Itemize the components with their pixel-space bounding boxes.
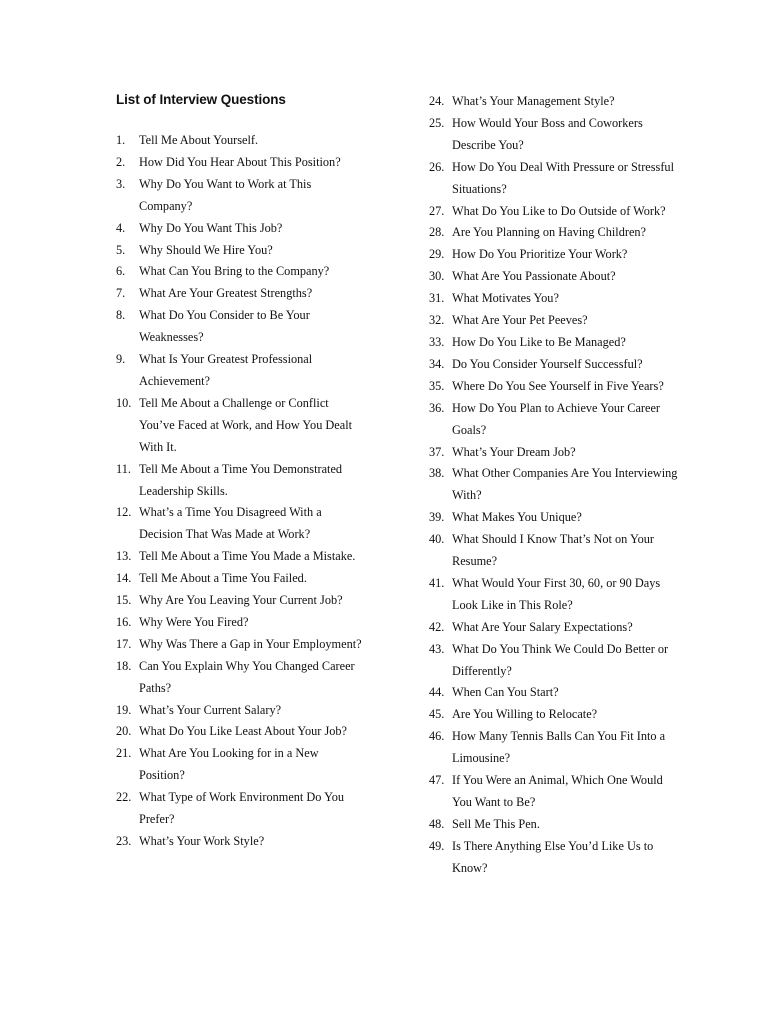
item-number: 41.: [429, 575, 445, 590]
item-number: 39.: [429, 510, 445, 525]
item-text: Why Were You Fired?: [139, 614, 249, 629]
item-number: 46.: [429, 729, 445, 744]
item-text: What’s Your Management Style?: [452, 94, 615, 108]
list-item: [429, 244, 679, 266]
item-text: Are You Willing to Relocate?: [452, 707, 598, 722]
item-number: 29.: [429, 247, 445, 262]
list-item: [116, 305, 366, 349]
list-item: [116, 590, 366, 612]
list-item: [429, 201, 679, 223]
item-text: What Are Your Salary Expectations?: [452, 619, 633, 634]
list-item: [116, 240, 366, 262]
list-item: [116, 174, 366, 218]
item-number: 44.: [429, 685, 445, 700]
item-number: 42.: [429, 619, 445, 634]
item-text: What Can You Bring to the Company?: [139, 264, 330, 279]
item-text: Tell Me About Yourself.: [139, 133, 259, 147]
item-text: What Do You Like to Do Outside of Work?: [452, 203, 666, 218]
list-item: [429, 266, 679, 288]
list-item: [429, 617, 679, 639]
item-text: How Do You Deal With Pressure or Stressful Situations?: [452, 159, 674, 196]
list-item: [429, 507, 679, 529]
item-text: What Are Your Greatest Strengths?: [139, 286, 313, 301]
item-number: 3.: [116, 176, 126, 191]
item-number: 22.: [116, 790, 132, 805]
list-item: [116, 261, 366, 283]
item-number: 48.: [429, 816, 445, 831]
item-number: 4.: [116, 220, 126, 235]
item-number: 15.: [116, 593, 132, 608]
item-number: 40.: [429, 532, 445, 547]
item-text: What Do You Consider to Be Your Weaknesses?: [139, 308, 310, 345]
item-text: Why Do You Want This Job?: [139, 220, 283, 235]
list-item: [116, 502, 366, 546]
item-text: Why Should We Hire You?: [139, 242, 273, 257]
item-text: How Do You Plan to Achieve Your Career Goals?: [452, 400, 661, 437]
item-number: 34.: [429, 356, 445, 371]
item-text: What Is Your Greatest Professional Achievement?: [139, 352, 313, 388]
item-number: 23.: [116, 834, 132, 848]
item-text: Can You Explain Why You Changed Career Paths?: [139, 658, 355, 695]
list-item: [429, 157, 679, 201]
item-number: 20.: [116, 724, 132, 739]
list-item: [429, 222, 679, 244]
list-item: [116, 743, 366, 787]
list-item: [116, 831, 366, 853]
item-number: 10.: [116, 395, 132, 410]
item-number: 14.: [116, 571, 132, 586]
item-number: 31.: [429, 291, 445, 306]
list-item: [116, 130, 366, 152]
item-text: Is There Anything Else You’d Like Us to Know?: [452, 838, 654, 875]
item-number: 24.: [429, 94, 445, 108]
list-item: [429, 682, 679, 704]
list-item: [429, 113, 679, 157]
item-text: Why Do You Want to Work at This Company?: [139, 176, 312, 213]
item-text: Why Was There a Gap in Your Employment?: [139, 636, 362, 651]
list-item: [429, 463, 679, 507]
item-number: 8.: [116, 308, 126, 323]
item-number: 49.: [429, 838, 445, 853]
item-text: What’s Your Current Salary?: [139, 702, 282, 717]
list-item: [429, 726, 679, 770]
item-number: 33.: [429, 334, 445, 349]
list-item: [429, 310, 679, 332]
list-item: [429, 442, 679, 464]
item-number: 19.: [116, 702, 132, 717]
list-item: [116, 700, 366, 722]
item-text: Where Do You See Yourself in Five Years?: [452, 378, 664, 393]
item-number: 28.: [429, 225, 445, 240]
item-number: 9.: [116, 352, 126, 367]
item-text: Tell Me About a Time You Failed.: [139, 571, 307, 586]
question-list-left: [116, 130, 366, 853]
list-item: [429, 288, 679, 310]
item-number: 1.: [116, 133, 126, 147]
list-item: [429, 639, 679, 683]
item-text: Do You Consider Yourself Successful?: [452, 356, 643, 371]
item-text: What Would Your First 30, 60, or 90 Days Look Like in This Role?: [452, 575, 661, 612]
list-item: [429, 770, 679, 814]
list-item: [429, 354, 679, 376]
list-item: [116, 612, 366, 634]
item-text: How Did You Hear About This Position?: [139, 154, 341, 169]
item-text: Sell Me This Pen.: [452, 816, 540, 831]
item-number: 7.: [116, 286, 126, 301]
item-text: What Are You Passionate About?: [452, 269, 616, 284]
item-text: What Are You Looking for in a New Position?: [139, 746, 319, 783]
item-text: What Do You Like Least About Your Job?: [139, 724, 348, 739]
item-text: Tell Me About a Time You Demonstrated Leadership Skills.: [139, 461, 343, 498]
item-text: What Other Companies Are You Interviewing With?: [452, 466, 678, 503]
list-item: [429, 836, 679, 880]
list-item: [116, 546, 366, 568]
list-item: [116, 787, 366, 831]
question-list-right: [429, 91, 679, 880]
list-item: [116, 152, 366, 174]
item-number: 11.: [116, 461, 131, 476]
item-text: Tell Me About a Time You Made a Mistake.: [139, 549, 356, 564]
item-number: 25.: [429, 115, 445, 130]
item-text: How Do You Like to Be Managed?: [452, 334, 626, 349]
list-item: [116, 349, 366, 393]
item-text: What Should I Know That’s Not on Your Resume?: [452, 532, 654, 569]
list-item: [429, 398, 679, 442]
list-item: [116, 393, 366, 459]
item-text: When Can You Start?: [452, 685, 559, 700]
item-number: 27.: [429, 203, 445, 218]
list-item: [429, 704, 679, 726]
item-text: What’s Your Dream Job?: [452, 444, 576, 459]
item-text: If You Were an Animal, Which One Would You Want to Be?: [452, 773, 663, 809]
item-text: What Are Your Pet Peeves?: [452, 313, 588, 328]
document-title: List of Interview Questions: [116, 92, 286, 107]
item-number: 30.: [429, 269, 445, 284]
item-text: What Motivates You?: [452, 291, 559, 306]
list-item: [429, 332, 679, 354]
item-number: 5.: [116, 242, 126, 257]
item-number: 47.: [429, 773, 445, 788]
list-item: [116, 218, 366, 240]
item-text: What’s a Time You Disagreed With a Decision That Was Made at Work?: [139, 505, 322, 542]
item-number: 35.: [429, 378, 445, 393]
item-number: 12.: [116, 505, 132, 520]
list-item: [116, 656, 366, 700]
item-text: How Do You Prioritize Your Work?: [452, 247, 628, 262]
item-number: 17.: [116, 636, 132, 651]
item-number: 45.: [429, 707, 445, 722]
list-item: [429, 529, 679, 573]
item-number: 38.: [429, 466, 445, 481]
item-text: How Many Tennis Balls Can You Fit Into a Limousine?: [452, 729, 666, 766]
item-number: 26.: [429, 159, 445, 174]
list-item: [429, 376, 679, 398]
list-item: [116, 283, 366, 305]
item-number: 2.: [116, 154, 126, 169]
item-number: 16.: [116, 614, 132, 629]
list-item: [116, 721, 366, 743]
list-item: [116, 568, 366, 590]
item-number: 21.: [116, 746, 132, 761]
item-number: 18.: [116, 658, 132, 673]
item-text: Are You Planning on Having Children?: [452, 225, 647, 240]
item-text: What Makes You Unique?: [452, 510, 582, 525]
item-number: 43.: [429, 641, 445, 656]
item-number: 6.: [116, 264, 126, 279]
item-text: Tell Me About a Challenge or Conflict You’ve Faced at Work, and How You Dealt With It.: [139, 395, 353, 454]
list-item: [116, 634, 366, 656]
list-item: [429, 91, 679, 113]
item-number: 13.: [116, 549, 132, 564]
item-number: 32.: [429, 313, 445, 328]
list-item: [429, 814, 679, 836]
item-text: What Type of Work Environment Do You Prefer?: [139, 790, 345, 827]
item-number: 37.: [429, 444, 445, 459]
list-item: [116, 459, 366, 503]
item-text: Why Are You Leaving Your Current Job?: [139, 593, 343, 608]
item-number: 36.: [429, 400, 445, 415]
list-item: [429, 573, 679, 617]
item-text: What’s Your Work Style?: [139, 834, 265, 848]
item-text: What Do You Think We Could Do Better or Differently?: [452, 641, 669, 678]
item-text: How Would Your Boss and Coworkers Describe You?: [452, 115, 643, 152]
